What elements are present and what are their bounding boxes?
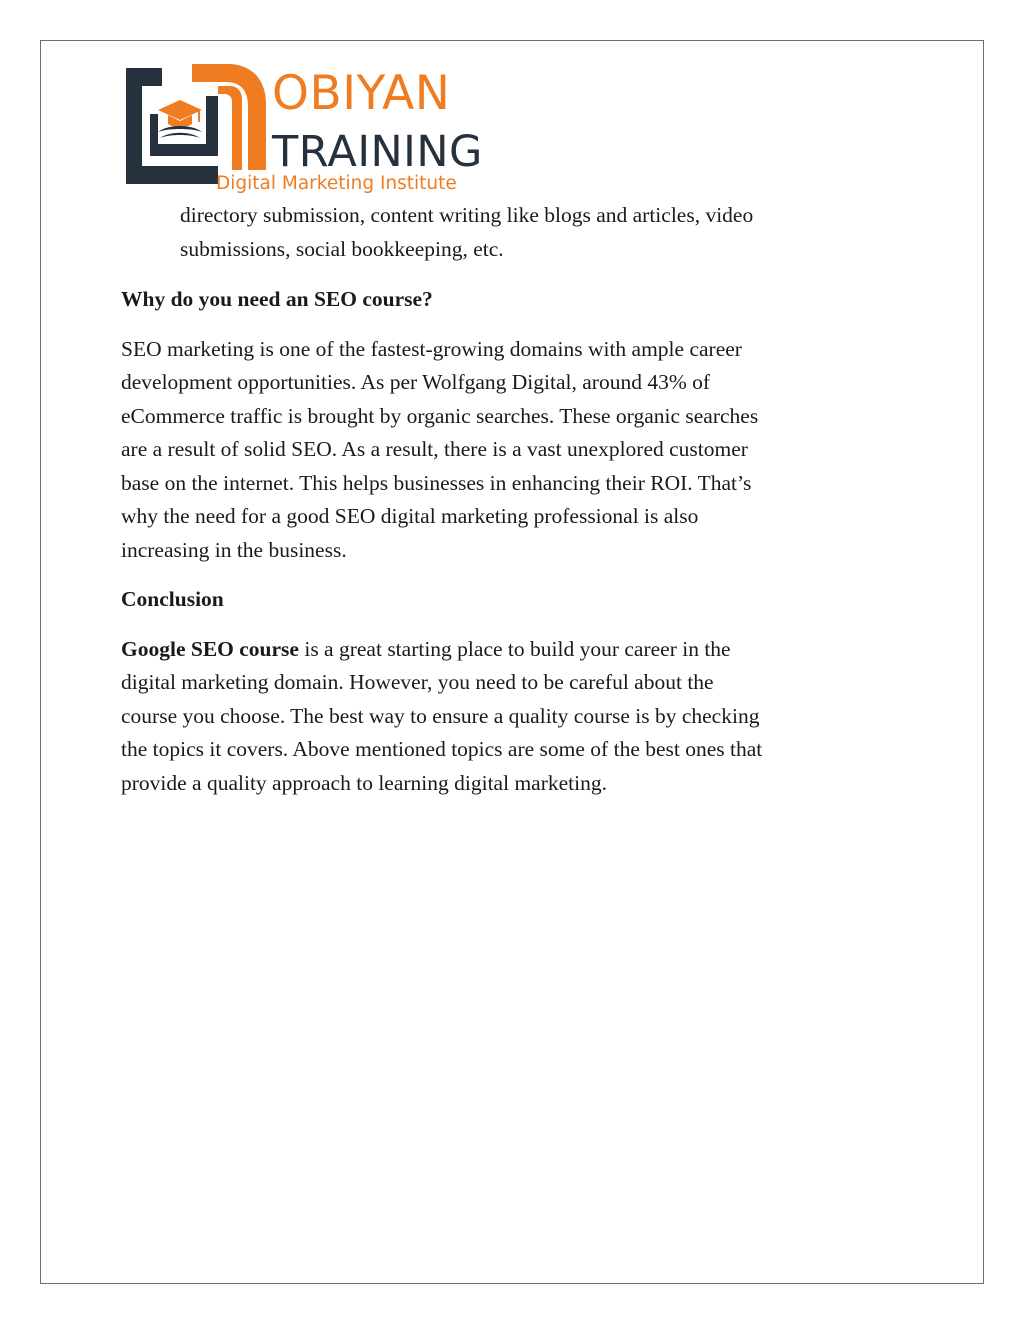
text-line: digital marketing domain. However, you need to be careful about the	[121, 670, 714, 694]
paragraph-why-seo	[121, 333, 921, 568]
text-line: why the need for a good SEO digital marketing professional is also	[121, 504, 699, 528]
text-line: base on the internet. This helps businesses in enhancing their ROI. That’s	[121, 470, 752, 495]
text-line: provide a quality approach to learning digital marketing.	[121, 770, 607, 795]
logo-brand-name: OBIYAN	[272, 66, 451, 121]
logo-mark-icon	[120, 58, 270, 186]
section-heading-why-seo: Why do you need an SEO course?	[121, 287, 433, 311]
google-seo-course-lead: Google SEO course	[121, 636, 299, 661]
text-line: eCommerce traffic is brought by organic searches. These organic searches	[121, 403, 759, 428]
text-line: are a result of solid SEO. As a result, there is a vast unexplored customer	[121, 437, 748, 461]
text-line: development opportunities. As per Wolfgang Digital, around 43% of	[121, 370, 711, 394]
text-line: SEO marketing is one of the fastest-growing domains with ample career	[121, 336, 742, 361]
section-heading-conclusion: Conclusion	[121, 587, 224, 611]
logo-tagline: Digital Marketing Institute	[216, 173, 457, 194]
paragraph-conclusion	[121, 633, 921, 801]
logo-brand-sub: TRAINING	[272, 127, 483, 177]
text-line: submissions, social bookkeeping, etc.	[180, 236, 504, 261]
text-line: course you choose. The best way to ensure a quality course is by checking	[121, 703, 760, 728]
obiyan-logo	[120, 58, 500, 198]
text-line: the topics it covers. Above mentioned topics are some of the best ones that	[121, 737, 763, 761]
text-line: is a great starting place to build your career in the	[298, 636, 731, 661]
continued-paragraph	[121, 199, 921, 266]
text-line: directory submission, content writing like blogs and articles, video	[180, 203, 754, 227]
document-body	[121, 199, 921, 800]
text-line: increasing in the business.	[121, 537, 347, 562]
